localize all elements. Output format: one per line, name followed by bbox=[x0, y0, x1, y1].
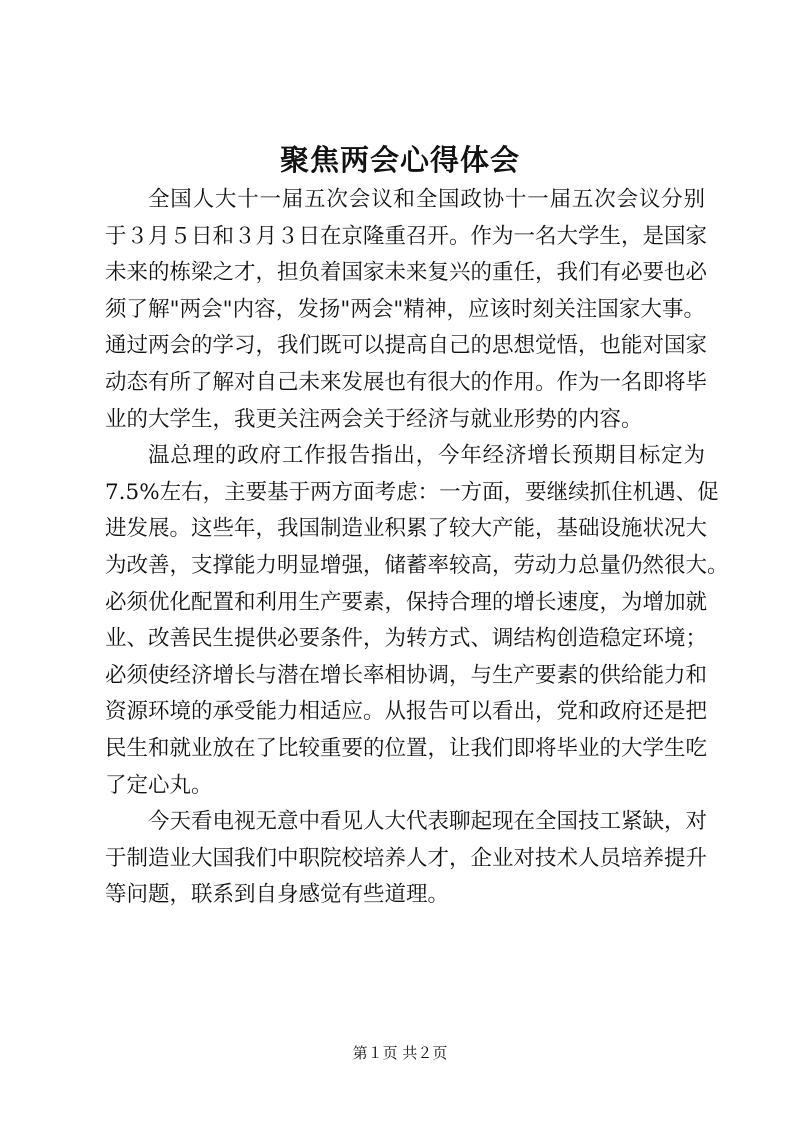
text-line: 民生和就业放在了比较重要的位置，让我们即将毕业的大学生吃 bbox=[105, 735, 708, 761]
text-line: 7.5%左右，主要基于两方面考虑：一方面，要继续抓住机遇、促 bbox=[105, 479, 719, 505]
text-line: 必须优化配置和利用生产要素，保持合理的增长速度，为增加就 bbox=[105, 589, 708, 615]
text-line: 须了解"两会"内容，发扬"两会"精神，应该时刻关注国家大事。 bbox=[105, 296, 705, 322]
text-line: 为改善，支撑能力明显增强，储蓄率较高，劳动力总量仍然很大。 bbox=[105, 552, 729, 578]
text-line: 了定心丸。 bbox=[105, 772, 213, 798]
text-line: 业、改善民生提供必要条件，为转方式、调结构创造稳定环境； bbox=[105, 626, 708, 652]
paragraph-2 bbox=[105, 438, 729, 804]
text-line: 资源环境的承受能力相适应。从报告可以看出，党和政府还是把 bbox=[105, 699, 708, 725]
page-number-footer: 第１页 共２页 bbox=[352, 1044, 448, 1062]
text-line: 等问题，联系到自身感觉有些道理。 bbox=[105, 882, 450, 908]
text-line: 通过两会的学习，我们既可以提高自己的思想觉悟，也能对国家 bbox=[105, 333, 708, 359]
document-body bbox=[105, 182, 729, 914]
text-line: 今天看电视无意中看见人大代表聊起现在全国技工紧缺，对 bbox=[148, 809, 708, 835]
text-line: 进发展。这些年，我国制造业积累了较大产能，基础设施状况大 bbox=[105, 516, 708, 542]
text-line: 全国人大十一届五次会议和全国政协十一届五次会议分别 bbox=[148, 187, 705, 212]
document-title: 聚焦两会心得体会 bbox=[279, 143, 520, 177]
text-line: 必须使经济增长与潜在增长率相协调，与生产要素的供给能力和 bbox=[105, 662, 708, 688]
text-line: 未来的栋梁之才，担负着国家未来复兴的重任，我们有必要也必 bbox=[105, 260, 708, 286]
text-line: 温总理的政府工作报告指出，今年经济增长预期目标定为 bbox=[148, 443, 705, 469]
paragraph-3 bbox=[105, 804, 708, 914]
paragraph-1 bbox=[105, 182, 708, 438]
text-line: 动态有所了解对自己未来发展也有很大的作用。作为一名即将毕 bbox=[105, 369, 708, 395]
text-line: 于３月５日和３月３日在京隆重召开。作为一名大学生，是国家 bbox=[105, 223, 708, 249]
text-line: 于制造业大国我们中职院校培养人才，企业对技术人员培养提升 bbox=[105, 845, 708, 871]
text-line: 业的大学生，我更关注两会关于经济与就业形势的内容。 bbox=[105, 406, 643, 432]
